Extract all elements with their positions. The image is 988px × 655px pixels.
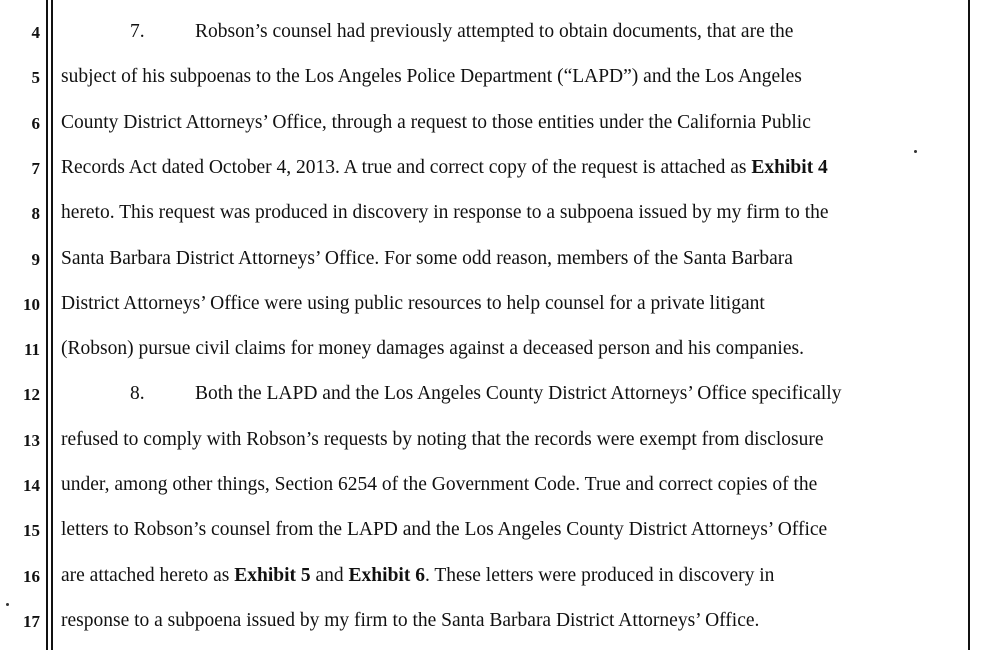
text-segment: County District Attorneys’ Office, through a request to those entities under the California Public bbox=[61, 111, 811, 133]
exhibit-reference: Exhibit 5 bbox=[234, 564, 311, 586]
pleading-line bbox=[0, 293, 988, 338]
pleading-line bbox=[0, 21, 988, 66]
exhibit-reference: Exhibit 6 bbox=[348, 564, 425, 586]
pleading-line bbox=[0, 474, 988, 519]
pleading-line bbox=[0, 112, 988, 157]
line-number: 8 bbox=[31, 204, 40, 224]
pleading-line bbox=[0, 157, 988, 202]
line-number: 16 bbox=[23, 566, 40, 586]
line-text bbox=[61, 338, 963, 360]
line-number: 13 bbox=[23, 430, 40, 450]
line-text bbox=[61, 610, 963, 632]
text-segment: hereto. This request was produced in discovery in response to a subpoena issued by my firm to the bbox=[61, 202, 829, 224]
pleading-line bbox=[0, 202, 988, 247]
paragraph-number: 8. bbox=[130, 383, 145, 405]
line-number: 4 bbox=[31, 23, 40, 42]
pleading-line bbox=[0, 248, 988, 293]
text-segment: Both the LAPD and the Los Angeles County District Attorneys’ Office specifically bbox=[195, 383, 842, 405]
text-segment: . These letters were produced in discovery in bbox=[424, 564, 775, 586]
line-number: 12 bbox=[23, 385, 40, 405]
pleading-line bbox=[0, 565, 988, 610]
line-text bbox=[61, 474, 963, 496]
text-segment: letters to Robson’s counsel from the LAPD and the Los Angeles County District Attorneys’ Office bbox=[61, 519, 828, 541]
scan-speck bbox=[6, 603, 9, 606]
exhibit-reference: Exhibit 4 bbox=[751, 156, 828, 178]
text-segment: Santa Barbara District Attorneys’ Office. For some odd reason, members of the Santa Barbara bbox=[61, 247, 793, 269]
line-text bbox=[61, 519, 963, 541]
scan-speck bbox=[914, 150, 917, 153]
text-segment: subject of his subpoenas to the Los Angeles Police Department (“LAPD”) and the Los Angeles bbox=[61, 66, 802, 88]
text-segment: response to a subpoena issued by my firm to the Santa Barbara District Attorneys’ Office. bbox=[61, 609, 760, 631]
text-segment: Records Act dated October 4, 2013. A true and correct copy of the request is attached as bbox=[61, 156, 752, 178]
pleading-line bbox=[0, 338, 988, 383]
line-number: 9 bbox=[31, 249, 40, 269]
pleading-line bbox=[0, 66, 988, 111]
line-text bbox=[61, 248, 963, 270]
pleading-line bbox=[0, 610, 988, 655]
pleading-line bbox=[0, 383, 988, 428]
line-text bbox=[61, 112, 963, 134]
line-text bbox=[61, 429, 963, 451]
line-text bbox=[61, 21, 963, 43]
line-number: 11 bbox=[23, 340, 40, 360]
line-text bbox=[61, 565, 963, 587]
text-segment: and bbox=[310, 564, 349, 586]
line-number: 15 bbox=[23, 521, 40, 541]
line-text bbox=[61, 293, 963, 315]
line-number: 10 bbox=[23, 294, 40, 314]
line-number: 6 bbox=[31, 113, 40, 133]
line-number: 5 bbox=[31, 68, 40, 88]
text-segment: District Attorneys’ Office were using public resources to help counsel for a private litigant bbox=[61, 292, 765, 314]
text-segment: Robson’s counsel had previously attempted to obtain documents, that are the bbox=[195, 21, 794, 42]
line-text bbox=[61, 202, 963, 224]
line-text bbox=[61, 157, 963, 179]
line-text bbox=[61, 383, 963, 405]
text-segment: refused to comply with Robson’s requests by noting that the records were exempt from disclosure bbox=[61, 428, 824, 450]
line-number: 14 bbox=[23, 476, 40, 495]
text-segment: (Robson) pursue civil claims for money damages against a deceased person and his companies. bbox=[61, 338, 804, 360]
pleading-line bbox=[0, 429, 988, 474]
line-number: 17 bbox=[23, 611, 40, 631]
text-segment: are attached hereto as bbox=[61, 564, 235, 586]
pleading-line bbox=[0, 519, 988, 564]
text-segment: under, among other things, Section 6254 of the Government Code. True and correct copies of the bbox=[61, 474, 818, 495]
line-text bbox=[61, 66, 963, 88]
paragraph-number: 7. bbox=[130, 21, 145, 42]
line-number: 7 bbox=[31, 158, 40, 178]
